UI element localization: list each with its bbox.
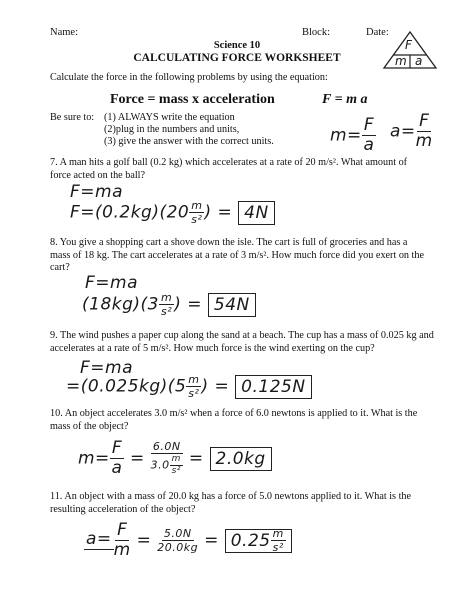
hand-mass-formula: m= $\frac{F}{a}$ [330,115,375,155]
date-label: Date: [366,27,389,38]
q9-work: =(0.025kg)(5 $\frac{m}{\text{s²}}$ ) = 0.125N [66,374,312,399]
course-title: Science 10 [213,40,261,51]
question-11-text: 11. An object with a mass of 20.0 kg has a force of 5.0 newtons applied to it. What is the resulting acceleration of the object? [50,491,412,515]
q7-answer: 4N [238,201,275,225]
name-label: Name: [50,27,78,38]
q7-equation: F=ma [70,182,123,202]
be-sure-label: Be sure to: [50,112,95,123]
q11-answer: 0.25 $\frac{m}{\text{s²}}$ [225,529,292,553]
hand-accel-formula: a= $\frac{F}{m}$ [390,111,433,151]
equation-words: Force = mass x acceleration [110,92,275,107]
q9-equation: F=ma [80,358,133,378]
question-7-text: 7. A man hits a golf ball (0.2 kg) which accelerates at a rate of 20 m/s². What amount of force acted on the ball? [50,157,408,181]
q11-work: a= $\frac{F}{m}$ = $\frac{5.0N}{20.0kg}$ = 0.25 $\frac{m}{\text{s²}}$ [84,522,292,559]
q10-answer: 2.0kg [210,447,272,471]
q10-work: m= $\frac{F}{a}$ = 6.0N 3.0 $\frac{m}{\text{s²}}$ = 2.0kg [78,440,272,477]
worksheet-title: CALCULATING FORCE WORKSHEET [133,52,341,64]
q8-equation: F=ma [85,273,138,293]
equation-symbols: F = m a [322,92,368,107]
triangle-f: F [405,38,413,52]
block-label: Block: [302,27,330,38]
intro-instruction: Calculate the force in the following problems by using the equation: [50,72,328,83]
rule-3: (3) give the answer with the correct units. [104,136,274,147]
q8-work: (18kg)(3 $\frac{m}{\text{s²}}$ ) = 54N [82,292,256,317]
triangle-a: a [415,54,423,68]
rule-1: (1) ALWAYS write the equation [104,112,235,123]
q9-answer: 0.125N [235,375,311,399]
question-10-text: 10. An object accelerates 3.0 m/s² when a force of 6.0 newtons is applied to it. What is the mass of the object? [50,408,418,432]
triangle-m: m [395,54,408,68]
question-8-text: 8. You give a shopping cart a shove down the isle. The cart is full of groceries and has a mass of 18 kg. The cart accelerates at a rate of 3 m/s². How much force did you exert on the cart? [50,237,425,273]
question-9-text: 9. The wind pushes a paper cup along the sand at a beach. The cup has a mass of 0.025 kg and accelerates at a rate of 5 m/s². How much force is the wind exerting on the cup? [50,330,434,354]
q8-answer: 54N [208,293,256,317]
q7-work: F=(0.2kg)(20 $\frac{m}{\text{s²}}$ ) = 4N [70,200,275,225]
rule-2: (2)plug in the numbers and units, [104,124,240,135]
